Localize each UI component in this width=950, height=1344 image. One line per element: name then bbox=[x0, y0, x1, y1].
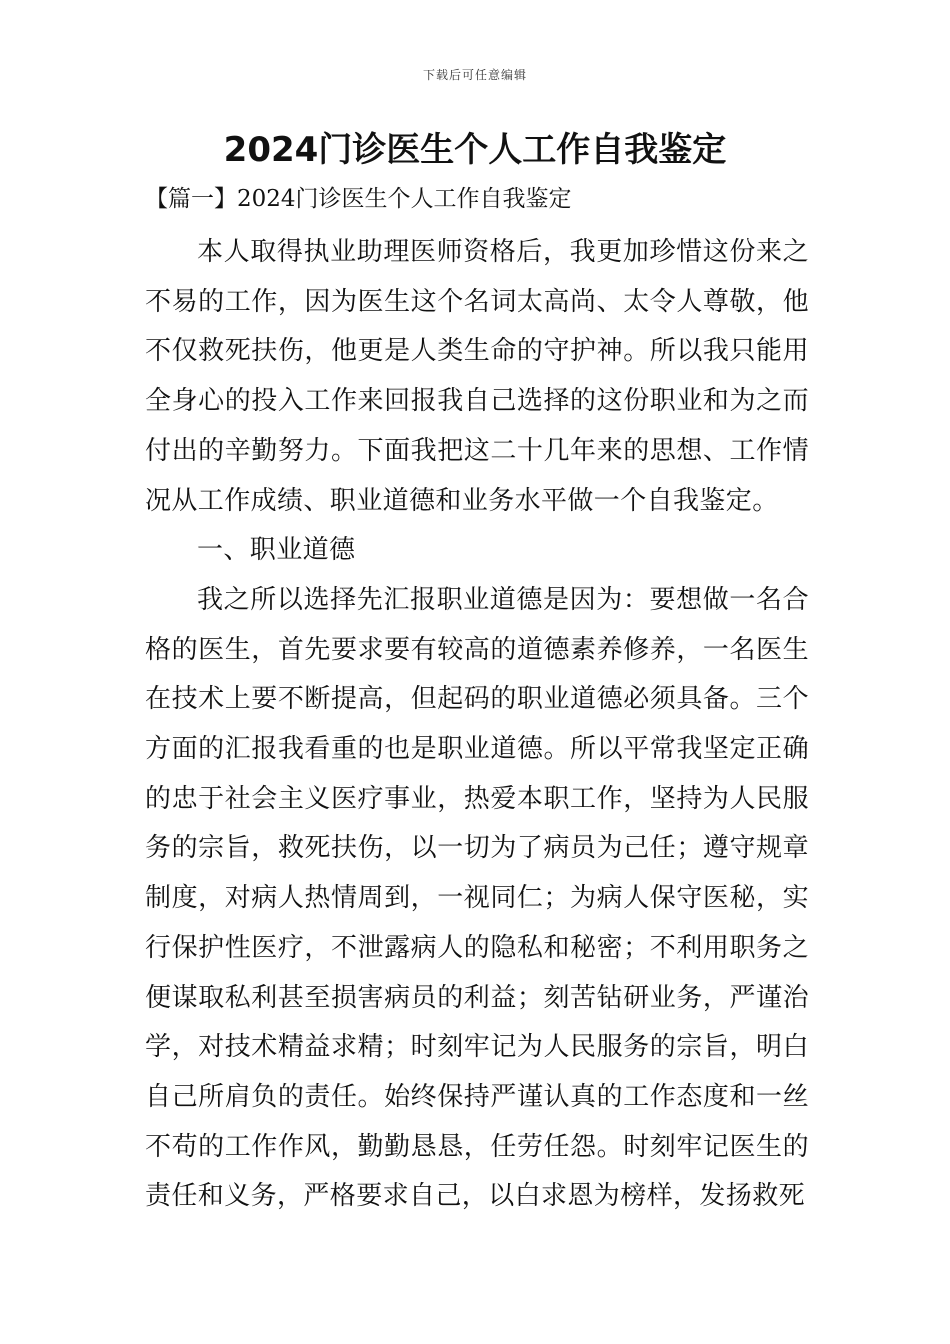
subheading-professional-ethics: 一、职业道德 bbox=[197, 535, 356, 566]
header-note: 下载后可任意编辑 bbox=[422, 68, 527, 82]
ethics-paragraph: 我之所以选择先汇报职业道德是因为：要想做一名合格的医生，首先要求要有较高的道德素养修养，一名医生在技术上要不断提高，但起码的职业道德必须具备。三个方面的汇报我看重的也是职业道德。所以平常我坚定正确的忠于社会主义医疗事业，热爱本职工作，坚持为人民服务的宗旨，救死扶伤，以一切为了病员为己任；遵守规章制度，对病人热情周到，一视同仁；为病人保守医秘，实行保护性医疗，不泄露病人的隐私和秘密；不利用职务之便谋取私利甚至损害病员的利益；刻苦钻研业务，严谨治学，对技术精益求精；时刻牢记为人民服务的宗旨，明白自己所肩负的责任。始终保持严谨认真的工作态度和一丝不苟的工作作风，勤勤恳恳，任劳任怨。时刻牢记医生的责任和义务，严格要求自己，以白求恩为榜样，发扬救死 bbox=[145, 584, 809, 1212]
body-text bbox=[145, 228, 809, 1222]
document-title: 2024门诊医生个人工作自我鉴定 bbox=[223, 130, 727, 170]
section-heading: 【篇一】2024门诊医生个人工作自我鉴定 bbox=[145, 186, 572, 212]
intro-paragraph: 本人取得执业助理医师资格后，我更加珍惜这份来之不易的工作，因为医生这个名词太高尚、太令人尊敬，他不仅救死扶伤，他更是人类生命的守护神。所以我只能用全身心的投入工作来回报我自己选择的这份职业和为之而付出的辛勤努力。下面我把这二十几年来的思想、工作情况从工作成绩、职业道德和业务水平做一个自我鉴定。 bbox=[145, 237, 809, 516]
